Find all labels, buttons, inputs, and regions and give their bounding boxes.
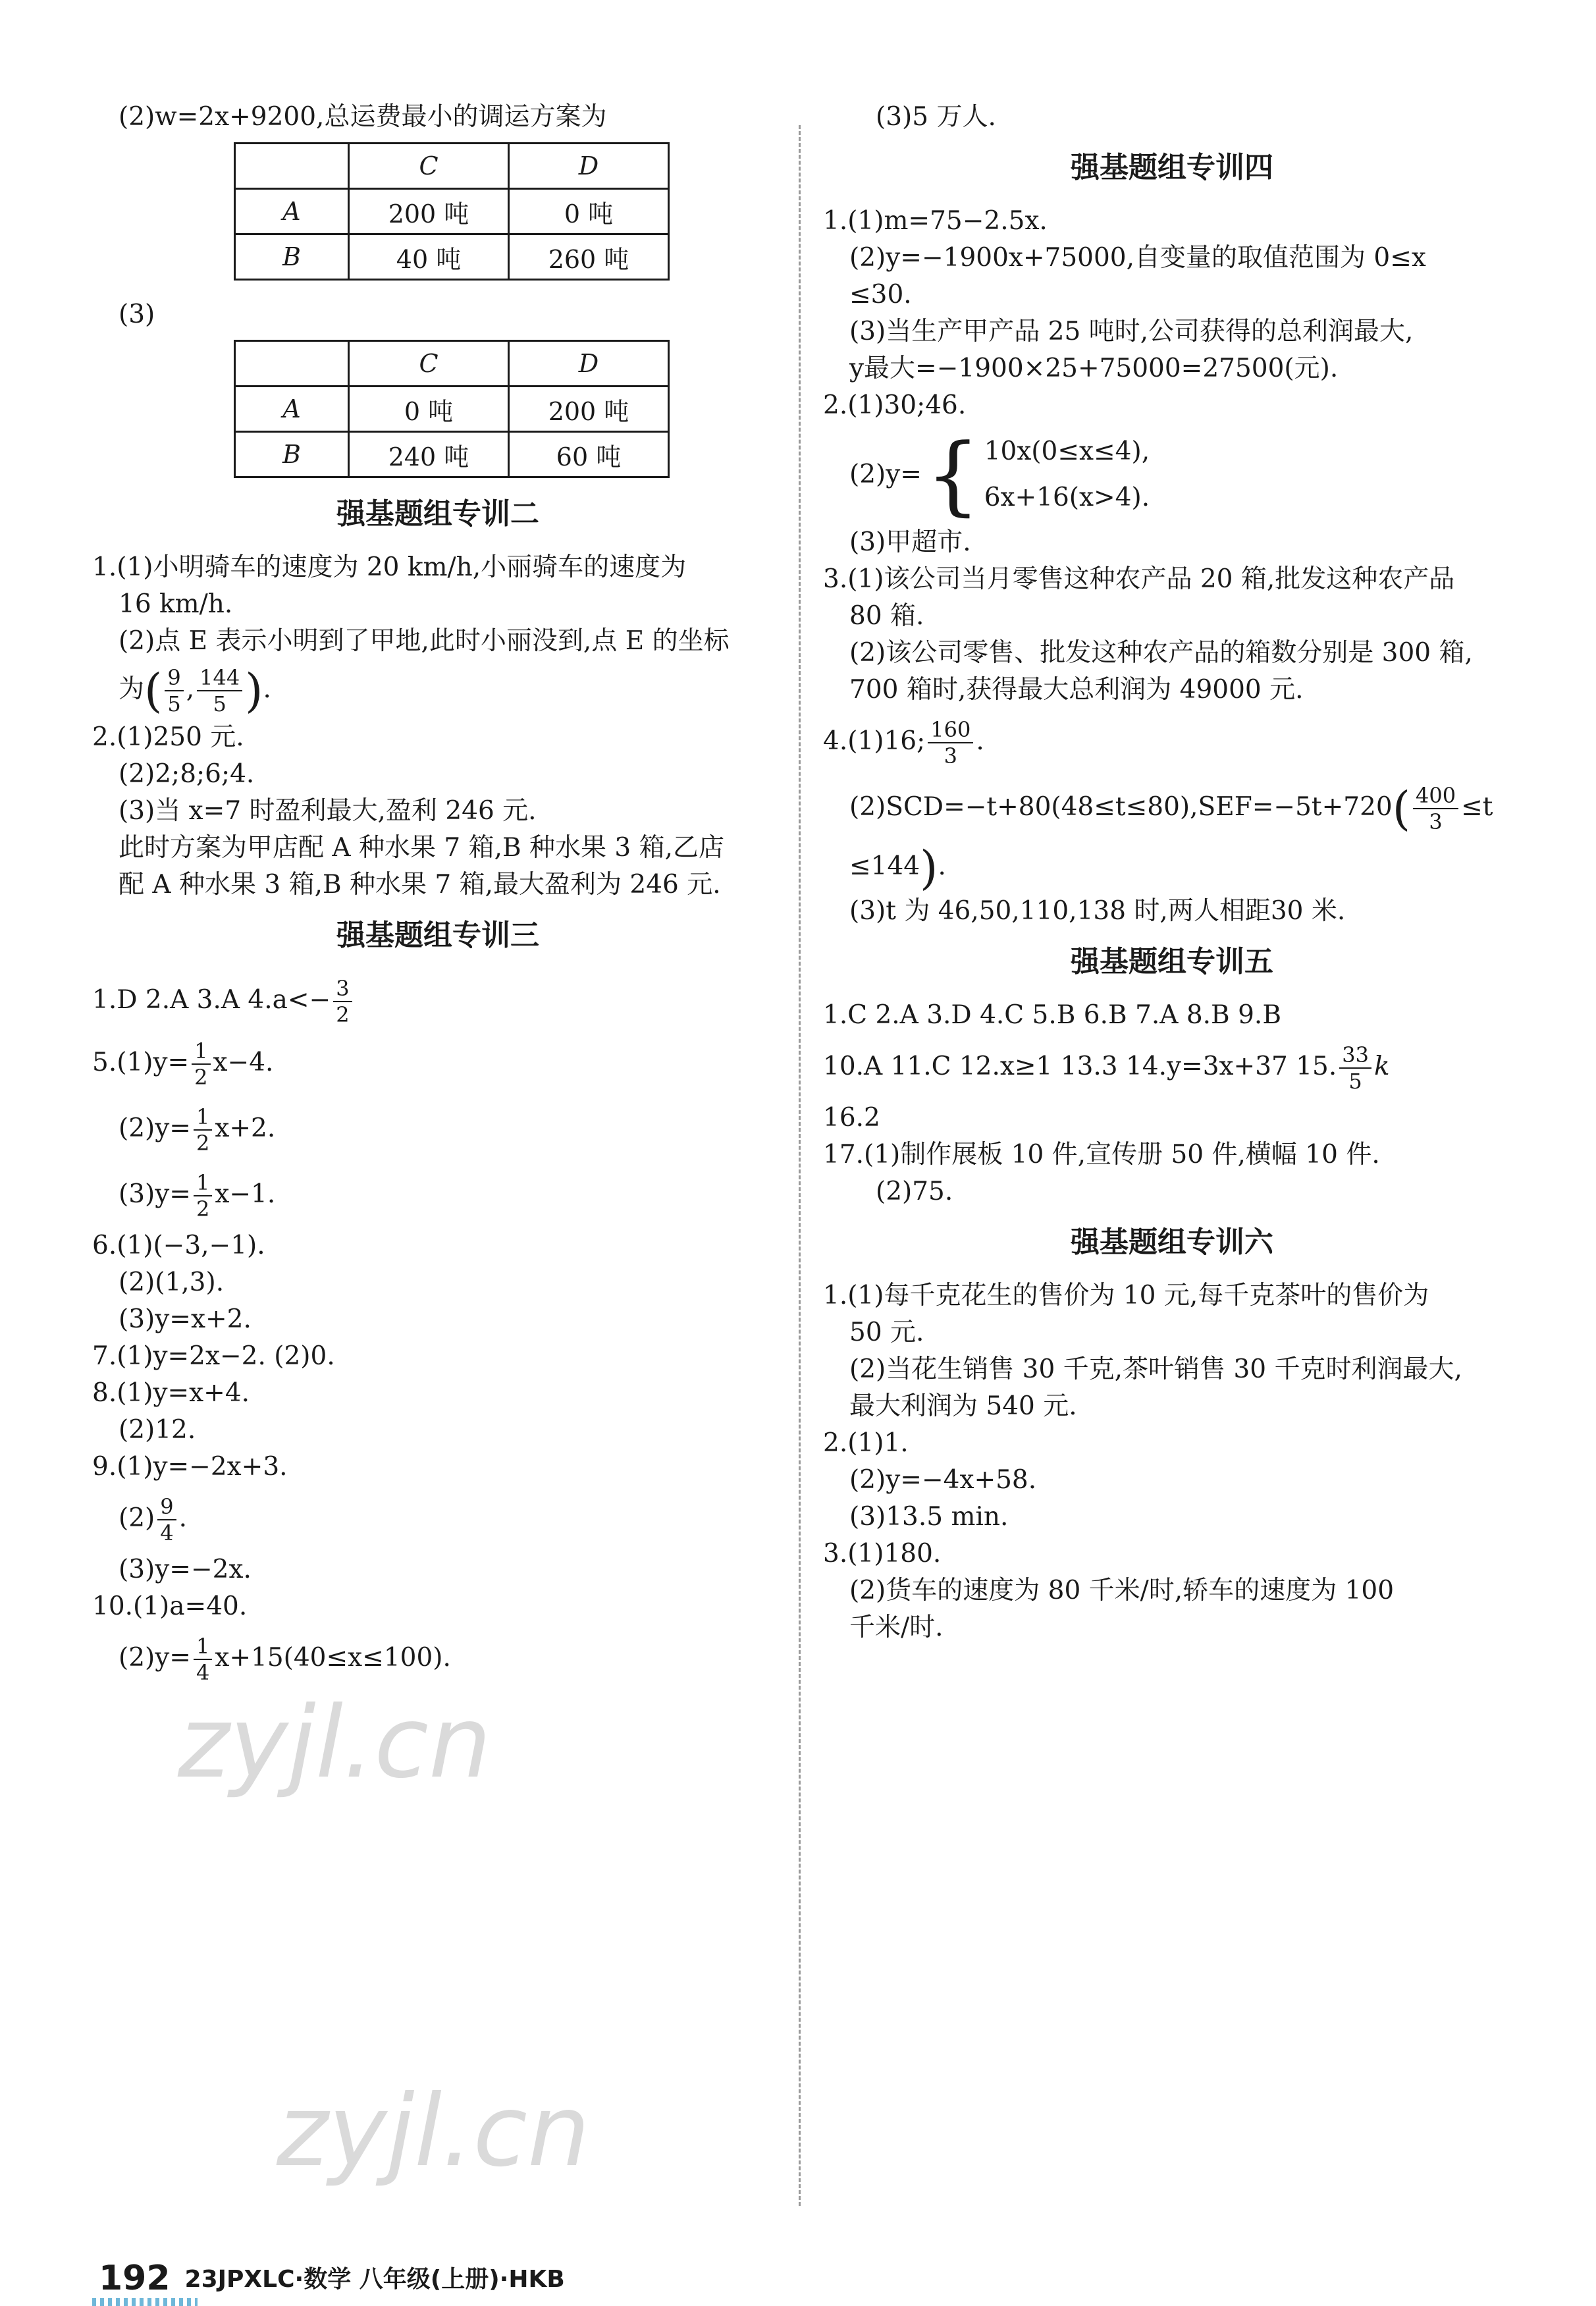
table-cell [235,144,349,189]
answer-line: 3.(1)180. [823,1539,942,1569]
transport-table-2 [234,340,670,478]
answer-line: 10.A 11.C 12.x≥1 13.3 14.y=3x+37 15. $\frac{33}{5}$ k [823,1042,1390,1094]
answer-line: 6.(1)(−3,−1). [92,1231,265,1260]
answer-line: (3)13.5 min. [849,1502,1009,1532]
table-row [235,341,669,387]
table-cell: 60 吨 [509,432,669,477]
answer-line: (2) $\frac{9}{4}$ . [119,1494,188,1545]
answer-line: (2)y= $\frac{1}{2}$ x+2. [119,1104,276,1156]
fraction: $\frac{33}{5}$ [1339,1042,1371,1094]
answer-line: y最大=−1900×25+75000=27500(元). [849,354,1339,383]
answer-line: 配 A 种水果 3 箱,B 种水果 7 箱,最大盈利为 246 元. [119,870,721,899]
table-header-d: D [509,341,669,387]
answer-line: (2)y= $\frac{1}{4}$ x+15(40≤x≤100). [119,1634,451,1685]
answer-line: (3)当生产甲产品 25 吨时,公司获得的总利润最大, [849,317,1414,346]
section-heading-5: 强基题组专训五 [1071,945,1273,979]
answer-line: (2)货车的速度为 80 千米/时,轿车的速度为 100 [849,1576,1395,1605]
answer-line: (2)该公司零售、批发这种农产品的箱数分别是 300 箱, [849,638,1473,668]
table-header-d: D [509,144,669,189]
answer-line: (2)(1,3). [119,1268,225,1297]
fraction: $\frac{1}{2}$ [192,1038,210,1090]
answer-line: ≤144). [849,841,946,895]
fraction: $\frac{3}{2}$ [333,976,352,1027]
answer-line: 9.(1)y=−2x+3. [92,1452,288,1482]
transport-table-1 [234,142,670,281]
table-row [235,432,669,477]
answer-line: 8.(1)y=x+4. [92,1378,250,1408]
answer-line: (2)2;8;6;4. [119,759,255,789]
fraction: $\frac{9}{5}$ [165,665,183,716]
section-heading-3: 强基题组专训三 [336,919,539,952]
answer-line: 3.(1)该公司当月零售这种农产品 20 箱,批发这种农产品 [823,564,1455,594]
table-cell: 260 吨 [509,234,669,280]
answer-line: (2)SCD=−t+80(48≤t≤80),SEF=−5t+720( $\frac{400}{3}$ ≤t [849,782,1493,836]
answer-line: (2)75. [876,1177,953,1206]
answer-line: 7.(1)y=2x−2. (2)0. [92,1341,335,1371]
table-cell: A [235,189,349,234]
fraction: $\frac{160}{3}$ [928,717,973,768]
label-3: (3) [119,300,155,329]
table-cell: A [235,387,349,432]
answer-line: 16.2 [823,1103,880,1133]
table-cell [235,341,349,387]
answer-line: 千米/时. [849,1613,944,1642]
answer-line: (3)y= $\frac{1}{2}$ x−1. [119,1170,276,1221]
answer-line: 最大利润为 540 元. [849,1391,1077,1421]
column-divider [799,125,801,2206]
answer-line: (3)当 x=7 时盈利最大,盈利 246 元. [119,796,537,826]
section-heading-2: 强基题组专训二 [336,497,539,531]
page-footer [99,2259,565,2298]
right-column [823,99,1521,1646]
answer-line: 2.(1)250 元. [92,722,244,752]
page-number: 192 [99,2259,171,2298]
left-brace-icon: { [925,425,980,525]
table-cell: B [235,234,349,280]
table-row [235,234,669,280]
fraction: $\frac{9}{4}$ [157,1494,176,1545]
watermark: zyjl.cn [277,2074,591,2189]
answer-line: (2)当花生销售 30 千克,茶叶销售 30 千克时利润最大, [849,1354,1462,1384]
answer-line: (2)点 E 表示小明到了甲地,此时小丽没到,点 E 的坐标 [119,626,730,656]
section-heading-6: 强基题组专训六 [1071,1225,1273,1259]
fraction: $\frac{1}{2}$ [194,1104,212,1156]
table-row [235,189,669,234]
answer-line: 1.(1)每千克花生的售价为 10 元,每千克茶叶的售价为 [823,1281,1429,1310]
fraction: $\frac{144}{5}$ [197,665,242,716]
fraction: $\frac{1}{4}$ [194,1634,212,1685]
fraction: $\frac{400}{3}$ [1413,783,1458,834]
answer-line: 10.(1)a=40. [92,1592,248,1621]
table-cell: 40 吨 [349,234,509,280]
answer-line: 2.(1)1. [823,1428,909,1458]
answer-line: (2)12. [119,1415,196,1445]
answer-line: (3)5 万人. [876,102,996,132]
answer-line: 2.(1)30;46. [823,390,967,420]
table-cell: 240 吨 [349,432,509,477]
watermark: zyjl.cn [178,1686,492,1800]
table-cell: 0 吨 [349,387,509,432]
table-cell: B [235,432,349,477]
left-column [92,99,784,1691]
piecewise-function: (2)y= { 10x(0≤x≤4), 6x+16(x>4). [849,425,1150,525]
answer-line: (2)y=−1900x+75000,自变量的取值范围为 0≤x [849,243,1426,273]
answer-line: 1.D 2.A 3.A 4.a<− $\frac{3}{2}$ [92,971,784,1030]
answer-line: 16 km/h. [119,589,233,619]
table-header-c: C [349,144,509,189]
book-title: 23JPXLC·数学 八年级(上册)·HKB [184,2266,565,2293]
footer-stripes [92,2298,198,2306]
answer-line: (2)y=−4x+58. [849,1465,1037,1495]
answer-line: 此时方案为甲店配 A 种水果 7 箱,B 种水果 3 箱,乙店 [119,833,725,863]
transport-intro: (2)w=2x+9200,总运费最小的调运方案为 [119,102,607,132]
answer-line: (3)甲超市. [849,527,971,557]
table-cell: 200 吨 [509,387,669,432]
answer-line: 50 元. [849,1318,924,1347]
answer-line: 1.(1)小明骑车的速度为 20 km/h,小丽骑车的速度为 [92,552,687,582]
table-header-c: C [349,341,509,387]
answer-line: (3)y=−2x. [119,1555,252,1584]
answer-line: 700 箱时,获得最大总利润为 49000 元. [849,675,1304,705]
table-cell: 200 吨 [349,189,509,234]
answer-line: (3)t 为 46,50,110,138 时,两人相距30 米. [849,896,1346,926]
table-row [235,144,669,189]
answer-line: 4.(1)16; $\frac{160}{3}$ . [823,717,984,768]
answer-line: 为( $\frac{9}{5}$ , $\frac{144}{5}$ ). [119,664,271,718]
answer-line: ≤30. [849,280,912,309]
answer-line: 1.(1)m=75−2.5x. [823,206,1048,236]
answer-line: 5.(1)y= $\frac{1}{2}$ x−4. [92,1038,274,1090]
section-heading-4: 强基题组专训四 [1071,151,1273,184]
answer-line: 17.(1)制作展板 10 件,宣传册 50 件,横幅 10 件. [823,1140,1380,1169]
table-cell: 0 吨 [509,189,669,234]
table-row [235,387,669,432]
answer-line: 1.C 2.A 3.D 4.C 5.B 6.B 7.A 8.B 9.B [823,1000,1281,1030]
fraction: $\frac{1}{2}$ [194,1170,212,1221]
answer-line: (3)y=x+2. [119,1304,252,1334]
answer-line: 80 箱. [849,601,924,631]
